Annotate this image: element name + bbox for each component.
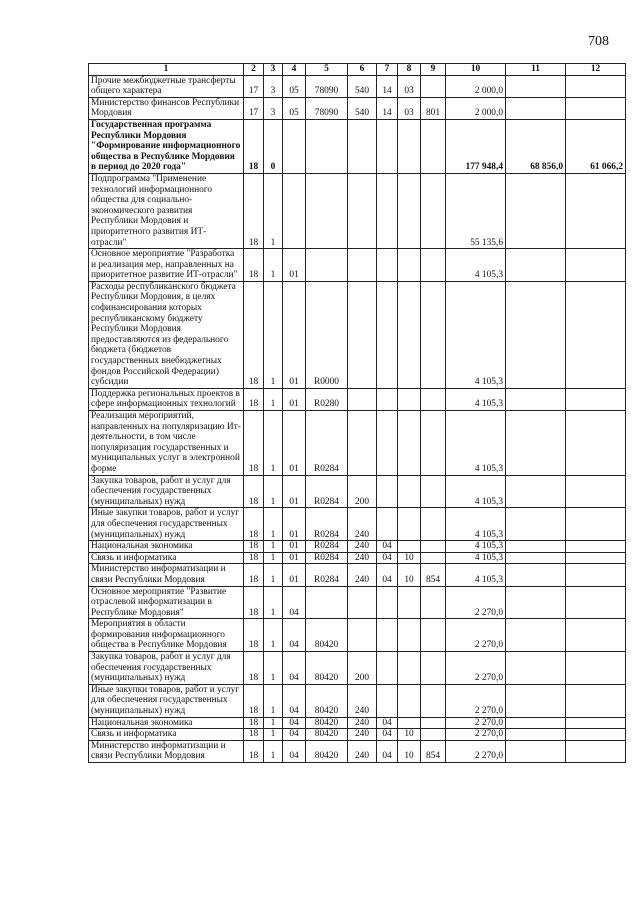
cell-col-5: 78090 bbox=[306, 75, 348, 97]
cell-col-5: R0284 bbox=[306, 541, 348, 553]
cell-col-5: 80420 bbox=[306, 740, 348, 762]
cell-col-2: 17 bbox=[244, 97, 264, 119]
cell-col-12 bbox=[566, 586, 626, 619]
cell-col-8: 10 bbox=[398, 740, 421, 762]
cell-col-6 bbox=[348, 586, 377, 619]
cell-col-8: 03 bbox=[398, 75, 421, 97]
cell-col-11 bbox=[506, 552, 566, 564]
column-header-3: 3 bbox=[264, 64, 283, 76]
cell-col-10: 4 105,3 bbox=[446, 411, 506, 476]
table-row bbox=[89, 97, 626, 119]
cell-col-8 bbox=[398, 508, 421, 541]
cell-col-12 bbox=[566, 173, 626, 248]
row-name-cell: Национальная экономика bbox=[89, 717, 244, 729]
cell-col-11 bbox=[506, 173, 566, 248]
table-row bbox=[89, 541, 626, 553]
cell-col-9: 801 bbox=[421, 97, 446, 119]
table-row bbox=[89, 717, 626, 729]
cell-col-2: 18 bbox=[244, 740, 264, 762]
cell-col-6: 240 bbox=[348, 717, 377, 729]
cell-col-3: 1 bbox=[264, 740, 283, 762]
cell-col-3: 1 bbox=[264, 729, 283, 741]
cell-col-9 bbox=[421, 281, 446, 388]
cell-col-6: 200 bbox=[348, 652, 377, 685]
cell-col-2: 18 bbox=[244, 586, 264, 619]
cell-col-2: 18 bbox=[244, 684, 264, 717]
cell-col-9 bbox=[421, 717, 446, 729]
table-row bbox=[89, 740, 626, 762]
cell-col-9 bbox=[421, 619, 446, 652]
cell-col-2: 18 bbox=[244, 281, 264, 388]
cell-col-8 bbox=[398, 388, 421, 410]
cell-col-10: 2 270,0 bbox=[446, 619, 506, 652]
cell-col-4: 01 bbox=[283, 475, 306, 508]
cell-col-11 bbox=[506, 717, 566, 729]
cell-col-9 bbox=[421, 541, 446, 553]
column-header-9: 9 bbox=[421, 64, 446, 76]
cell-col-11 bbox=[506, 564, 566, 586]
table-row bbox=[89, 729, 626, 741]
cell-col-7: 04 bbox=[377, 564, 398, 586]
cell-col-3: 1 bbox=[264, 281, 283, 388]
cell-col-6 bbox=[348, 173, 377, 248]
cell-col-12 bbox=[566, 684, 626, 717]
cell-col-3: 1 bbox=[264, 552, 283, 564]
row-name-cell: Основное мероприятие "Разработка и реализация мер, направленных на приоритетное развитие ИТ-отрасли" bbox=[89, 249, 244, 282]
table-row bbox=[89, 281, 626, 388]
cell-col-11 bbox=[506, 97, 566, 119]
cell-col-4: 01 bbox=[283, 564, 306, 586]
cell-col-6 bbox=[348, 119, 377, 173]
cell-col-8 bbox=[398, 717, 421, 729]
column-header-8: 8 bbox=[398, 64, 421, 76]
cell-col-4: 01 bbox=[283, 281, 306, 388]
cell-col-3: 1 bbox=[264, 717, 283, 729]
cell-col-11 bbox=[506, 684, 566, 717]
cell-col-3: 3 bbox=[264, 97, 283, 119]
cell-col-12 bbox=[566, 97, 626, 119]
cell-col-4: 04 bbox=[283, 684, 306, 717]
cell-col-4: 01 bbox=[283, 388, 306, 410]
row-name-cell: Связь и информатика bbox=[89, 729, 244, 741]
cell-col-7: 14 bbox=[377, 75, 398, 97]
row-name-cell: Прочие межбюджетные трансферты общего характера bbox=[89, 75, 244, 97]
cell-col-11 bbox=[506, 411, 566, 476]
cell-col-9 bbox=[421, 475, 446, 508]
table-row bbox=[89, 75, 626, 97]
cell-col-10: 4 105,3 bbox=[446, 564, 506, 586]
row-name-cell: Подпрограмма "Применение технологий информационного общества для социально-экономического развития Республики Мордовия и приоритетного развития ИТ-отрасли" bbox=[89, 173, 244, 248]
cell-col-2: 18 bbox=[244, 541, 264, 553]
cell-col-4: 05 bbox=[283, 97, 306, 119]
cell-col-2: 18 bbox=[244, 475, 264, 508]
cell-col-12 bbox=[566, 564, 626, 586]
cell-col-4: 01 bbox=[283, 541, 306, 553]
cell-col-12 bbox=[566, 619, 626, 652]
cell-col-7: 04 bbox=[377, 740, 398, 762]
cell-col-6: 240 bbox=[348, 564, 377, 586]
cell-col-4: 04 bbox=[283, 652, 306, 685]
cell-col-5: 80420 bbox=[306, 684, 348, 717]
cell-col-6: 200 bbox=[348, 475, 377, 508]
column-header-4: 4 bbox=[283, 64, 306, 76]
cell-col-4: 01 bbox=[283, 249, 306, 282]
cell-col-9 bbox=[421, 652, 446, 685]
cell-col-5: 80420 bbox=[306, 717, 348, 729]
cell-col-12 bbox=[566, 388, 626, 410]
cell-col-12 bbox=[566, 75, 626, 97]
cell-col-10: 4 105,3 bbox=[446, 508, 506, 541]
cell-col-8 bbox=[398, 173, 421, 248]
cell-col-3: 1 bbox=[264, 173, 283, 248]
cell-col-3: 1 bbox=[264, 541, 283, 553]
cell-col-9 bbox=[421, 684, 446, 717]
cell-col-6 bbox=[348, 281, 377, 388]
cell-col-4: 04 bbox=[283, 729, 306, 741]
cell-col-2: 18 bbox=[244, 717, 264, 729]
table-row bbox=[89, 119, 626, 173]
cell-col-2: 18 bbox=[244, 119, 264, 173]
row-name-cell: Мероприятия в области формирования информационного общества в Республике Мордовия bbox=[89, 619, 244, 652]
cell-col-7 bbox=[377, 652, 398, 685]
cell-col-10: 4 105,3 bbox=[446, 281, 506, 388]
cell-col-4: 01 bbox=[283, 552, 306, 564]
cell-col-5: R0284 bbox=[306, 552, 348, 564]
cell-col-10: 4 105,3 bbox=[446, 249, 506, 282]
column-header-1: 1 bbox=[89, 64, 244, 76]
cell-col-5: R0284 bbox=[306, 475, 348, 508]
cell-col-10: 177 948,4 bbox=[446, 119, 506, 173]
table-row bbox=[89, 475, 626, 508]
table-row bbox=[89, 652, 626, 685]
cell-col-9 bbox=[421, 729, 446, 741]
cell-col-6: 540 bbox=[348, 97, 377, 119]
cell-col-3: 1 bbox=[264, 684, 283, 717]
cell-col-9 bbox=[421, 388, 446, 410]
row-name-cell: Иные закупки товаров, работ и услуг для обеспечения государственных (муниципальных) нужд bbox=[89, 508, 244, 541]
cell-col-3: 1 bbox=[264, 388, 283, 410]
cell-col-9 bbox=[421, 249, 446, 282]
cell-col-3: 0 bbox=[264, 119, 283, 173]
cell-col-4: 01 bbox=[283, 411, 306, 476]
cell-col-6: 540 bbox=[348, 75, 377, 97]
cell-col-10: 2 270,0 bbox=[446, 684, 506, 717]
cell-col-7: 04 bbox=[377, 552, 398, 564]
cell-col-10: 4 105,3 bbox=[446, 388, 506, 410]
column-header-2: 2 bbox=[244, 64, 264, 76]
cell-col-7 bbox=[377, 281, 398, 388]
row-name-cell: Министерство информатизации и связи Республики Мордовия bbox=[89, 564, 244, 586]
cell-col-7 bbox=[377, 388, 398, 410]
cell-col-7 bbox=[377, 411, 398, 476]
budget-table bbox=[88, 63, 626, 763]
cell-col-3: 1 bbox=[264, 652, 283, 685]
cell-col-9 bbox=[421, 586, 446, 619]
cell-col-7: 04 bbox=[377, 541, 398, 553]
column-header-12: 12 bbox=[566, 64, 626, 76]
cell-col-12 bbox=[566, 729, 626, 741]
cell-col-2: 18 bbox=[244, 552, 264, 564]
cell-col-3: 1 bbox=[264, 475, 283, 508]
cell-col-7 bbox=[377, 586, 398, 619]
table-row bbox=[89, 564, 626, 586]
cell-col-9: 854 bbox=[421, 564, 446, 586]
cell-col-2: 18 bbox=[244, 411, 264, 476]
table-row bbox=[89, 173, 626, 248]
cell-col-12 bbox=[566, 652, 626, 685]
row-name-cell: Поддержка региональных проектов в сфере информационных технологий bbox=[89, 388, 244, 410]
cell-col-8 bbox=[398, 619, 421, 652]
row-name-cell: Связь и информатика bbox=[89, 552, 244, 564]
table-row bbox=[89, 411, 626, 476]
cell-col-12 bbox=[566, 740, 626, 762]
cell-col-4: 04 bbox=[283, 619, 306, 652]
cell-col-8 bbox=[398, 475, 421, 508]
cell-col-4: 04 bbox=[283, 740, 306, 762]
cell-col-10: 2 270,0 bbox=[446, 740, 506, 762]
cell-col-9 bbox=[421, 119, 446, 173]
cell-col-10: 2 270,0 bbox=[446, 586, 506, 619]
cell-col-10: 55 135,6 bbox=[446, 173, 506, 248]
cell-col-4: 05 bbox=[283, 75, 306, 97]
cell-col-5 bbox=[306, 173, 348, 248]
cell-col-3: 1 bbox=[264, 619, 283, 652]
cell-col-11: 68 856,0 bbox=[506, 119, 566, 173]
cell-col-7 bbox=[377, 173, 398, 248]
cell-col-5: R0000 bbox=[306, 281, 348, 388]
cell-col-7: 14 bbox=[377, 97, 398, 119]
cell-col-10: 2 270,0 bbox=[446, 652, 506, 685]
cell-col-10: 4 105,3 bbox=[446, 475, 506, 508]
cell-col-12 bbox=[566, 717, 626, 729]
cell-col-6: 240 bbox=[348, 508, 377, 541]
cell-col-11 bbox=[506, 475, 566, 508]
cell-col-11 bbox=[506, 740, 566, 762]
table-row bbox=[89, 508, 626, 541]
cell-col-8 bbox=[398, 541, 421, 553]
row-name-cell: Расходы республиканского бюджета Республики Мордовия, в целях софинансирования которых республиканскому бюджету Республики Мордовия предоставляются из федерального бюджета (бюджетов государственных внебюджетных фондов Российской Федерации) субсидии bbox=[89, 281, 244, 388]
row-name-cell: Национальная экономика bbox=[89, 541, 244, 553]
cell-col-10: 2 270,0 bbox=[446, 717, 506, 729]
cell-col-8 bbox=[398, 652, 421, 685]
row-name-cell: Министерство финансов Республики Мордовия bbox=[89, 97, 244, 119]
cell-col-7 bbox=[377, 508, 398, 541]
cell-col-5: 80420 bbox=[306, 619, 348, 652]
header-row bbox=[89, 64, 626, 76]
cell-col-4: 01 bbox=[283, 508, 306, 541]
cell-col-5 bbox=[306, 586, 348, 619]
cell-col-5: R0284 bbox=[306, 411, 348, 476]
cell-col-8 bbox=[398, 586, 421, 619]
cell-col-7: 04 bbox=[377, 729, 398, 741]
row-name-cell: Закупка товаров, работ и услуг для обеспечения государственных (муниципальных) нужд bbox=[89, 475, 244, 508]
cell-col-12 bbox=[566, 411, 626, 476]
cell-col-10: 4 105,3 bbox=[446, 541, 506, 553]
page-number: 708 bbox=[588, 34, 609, 49]
cell-col-9 bbox=[421, 75, 446, 97]
cell-col-12 bbox=[566, 541, 626, 553]
cell-col-10: 2 000,0 bbox=[446, 75, 506, 97]
cell-col-8 bbox=[398, 281, 421, 388]
table-row bbox=[89, 388, 626, 410]
cell-col-11 bbox=[506, 619, 566, 652]
cell-col-7 bbox=[377, 249, 398, 282]
cell-col-6: 240 bbox=[348, 740, 377, 762]
cell-col-12 bbox=[566, 281, 626, 388]
cell-col-8 bbox=[398, 684, 421, 717]
cell-col-7 bbox=[377, 119, 398, 173]
cell-col-3: 1 bbox=[264, 411, 283, 476]
cell-col-5: R0284 bbox=[306, 564, 348, 586]
cell-col-2: 18 bbox=[244, 173, 264, 248]
cell-col-11 bbox=[506, 508, 566, 541]
cell-col-7 bbox=[377, 684, 398, 717]
cell-col-8 bbox=[398, 411, 421, 476]
row-name-cell: Государственная программа Республики Мордовия "Формирование информационного общества в Республике Мордовия в период до 2020 года" bbox=[89, 119, 244, 173]
cell-col-2: 18 bbox=[244, 729, 264, 741]
cell-col-5: R0284 bbox=[306, 508, 348, 541]
cell-col-6: 240 bbox=[348, 729, 377, 741]
cell-col-3: 1 bbox=[264, 564, 283, 586]
cell-col-7: 04 bbox=[377, 717, 398, 729]
cell-col-5: R0280 bbox=[306, 388, 348, 410]
cell-col-7 bbox=[377, 475, 398, 508]
cell-col-12 bbox=[566, 508, 626, 541]
cell-col-9 bbox=[421, 173, 446, 248]
table-row bbox=[89, 684, 626, 717]
cell-col-6: 240 bbox=[348, 684, 377, 717]
table-row bbox=[89, 249, 626, 282]
cell-col-2: 18 bbox=[244, 508, 264, 541]
column-header-10: 10 bbox=[446, 64, 506, 76]
cell-col-3: 1 bbox=[264, 586, 283, 619]
cell-col-11 bbox=[506, 281, 566, 388]
cell-col-8: 10 bbox=[398, 564, 421, 586]
cell-col-4: 04 bbox=[283, 586, 306, 619]
cell-col-8: 10 bbox=[398, 552, 421, 564]
cell-col-8 bbox=[398, 249, 421, 282]
cell-col-8 bbox=[398, 119, 421, 173]
row-name-cell: Основное мероприятие "Развитие отраслевой информатизации в Республике Мордовия" bbox=[89, 586, 244, 619]
cell-col-2: 18 bbox=[244, 388, 264, 410]
cell-col-2: 18 bbox=[244, 249, 264, 282]
cell-col-6 bbox=[348, 388, 377, 410]
cell-col-12: 61 066,2 bbox=[566, 119, 626, 173]
column-header-7: 7 bbox=[377, 64, 398, 76]
table-row bbox=[89, 552, 626, 564]
cell-col-4 bbox=[283, 173, 306, 248]
cell-col-2: 18 bbox=[244, 619, 264, 652]
cell-col-12 bbox=[566, 475, 626, 508]
cell-col-5: 80420 bbox=[306, 652, 348, 685]
cell-col-10: 4 105,3 bbox=[446, 552, 506, 564]
cell-col-6: 240 bbox=[348, 552, 377, 564]
cell-col-12 bbox=[566, 249, 626, 282]
cell-col-2: 18 bbox=[244, 652, 264, 685]
row-name-cell: Закупка товаров, работ и услуг для обеспечения государственных (муниципальных) нужд bbox=[89, 652, 244, 685]
cell-col-11 bbox=[506, 249, 566, 282]
cell-col-8: 03 bbox=[398, 97, 421, 119]
cell-col-12 bbox=[566, 552, 626, 564]
column-header-5: 5 bbox=[306, 64, 348, 76]
cell-col-11 bbox=[506, 652, 566, 685]
cell-col-7 bbox=[377, 619, 398, 652]
cell-col-5: 80420 bbox=[306, 729, 348, 741]
cell-col-3: 1 bbox=[264, 249, 283, 282]
cell-col-9: 854 bbox=[421, 740, 446, 762]
cell-col-11 bbox=[506, 586, 566, 619]
cell-col-10: 2 270,0 bbox=[446, 729, 506, 741]
table-row bbox=[89, 586, 626, 619]
row-name-cell: Реализация мероприятий, направленных на популяризацию Ит-деятельности, в том числе популяризация государственных и муниципальных услуг в электронной форме bbox=[89, 411, 244, 476]
cell-col-2: 18 bbox=[244, 564, 264, 586]
cell-col-5 bbox=[306, 249, 348, 282]
cell-col-9 bbox=[421, 508, 446, 541]
table-body bbox=[89, 75, 626, 762]
cell-col-4: 04 bbox=[283, 717, 306, 729]
cell-col-6 bbox=[348, 249, 377, 282]
column-header-11: 11 bbox=[506, 64, 566, 76]
cell-col-5 bbox=[306, 119, 348, 173]
cell-col-8: 10 bbox=[398, 729, 421, 741]
cell-col-6 bbox=[348, 411, 377, 476]
cell-col-11 bbox=[506, 388, 566, 410]
cell-col-11 bbox=[506, 541, 566, 553]
cell-col-6 bbox=[348, 619, 377, 652]
cell-col-4 bbox=[283, 119, 306, 173]
cell-col-9 bbox=[421, 552, 446, 564]
cell-col-5: 78090 bbox=[306, 97, 348, 119]
row-name-cell: Министерство информатизации и связи Республики Мордовия bbox=[89, 740, 244, 762]
cell-col-3: 1 bbox=[264, 508, 283, 541]
cell-col-2: 17 bbox=[244, 75, 264, 97]
cell-col-9 bbox=[421, 411, 446, 476]
cell-col-11 bbox=[506, 729, 566, 741]
table-row bbox=[89, 619, 626, 652]
row-name-cell: Иные закупки товаров, работ и услуг для обеспечения государственных (муниципальных) нужд bbox=[89, 684, 244, 717]
cell-col-6: 240 bbox=[348, 541, 377, 553]
cell-col-10: 2 000,0 bbox=[446, 97, 506, 119]
cell-col-3: 3 bbox=[264, 75, 283, 97]
cell-col-11 bbox=[506, 75, 566, 97]
column-header-6: 6 bbox=[348, 64, 377, 76]
